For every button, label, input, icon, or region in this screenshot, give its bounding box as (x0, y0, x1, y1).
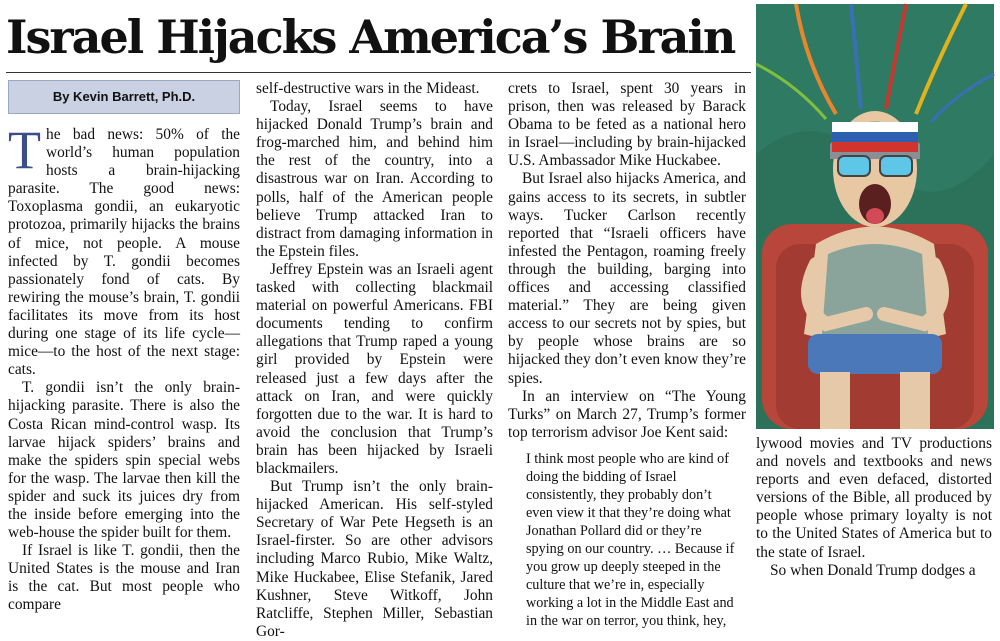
paragraph: So when Donald Trump dodges a (770, 561, 976, 579)
paragraph: But Trump isn’t the only brain-hijacked American. His self-styled Secretary of War Pete Hegseth is an Israel-firster. So are other advisors including Marco Rubio, Mike Waltz, Mike Huckabee, Elise Stefanik, Jared Kushner, Steve Witkoff, John Ratcliffe, Stephen Miller, Sebastian Gor- (256, 478, 493, 640)
paragraph: In an interview on “The Young Turks” on March 27, Trump’s former top terrorism advisor Joe Kent said: (508, 387, 746, 441)
cartoon-illustration (756, 4, 994, 429)
headline-rule (6, 72, 751, 73)
paragraph: Today, Israel seems to have hijacked Donald Trump’s brain and frog-marched him, and behind him the rest of the country, into a disastrous war on Iran. According to polls, half of the American people believe Trump attacked Iran to distract from damaging information in the Epstein files. (256, 98, 493, 260)
paragraph: self-destructive wars in the Mideast. (256, 80, 480, 97)
paragraph: T. gondii isn’t the only brain-hijacking parasite. There is also the Costa Rican mind-control wasp. Its larvae hijack spiders’ brains and make the spiders spin special webs for the wasp. The larvae then kill the spider and suck its juices dry from the inside before emerging into the web-house the spider built for them. (8, 379, 240, 542)
byline: By Kevin Barrett, Ph.D. (8, 80, 240, 114)
headline: Israel Hijacks America’s Brain (6, 10, 735, 64)
paragraph: If Israel is like T. gondii, then the United States is the mouse and Iran is the cat. But most people who compare (8, 542, 240, 614)
column-2 (256, 80, 493, 640)
paragraph: lywood movies and TV productions and novels and textbooks and news reports and even defaced, distorted versions of the Bible, all produced by people whose primary loyalty is not to the United States of America but to the state of Israel. (756, 435, 992, 561)
paragraph: But Israel also hijacks America, and gains access to its secrets, in subtler ways. Tucker Carlson recently reported that “Israeli officers have infested the Pentagon, roaming freely through the building, barging into offices and accessing classified material.” They are being given access to our secrets not by spies, but by people whose brains are so hijacked they don’t even know they’re spies. (508, 170, 746, 387)
column-3 (508, 80, 746, 629)
column-4 (756, 435, 992, 579)
column-1 (8, 80, 240, 614)
block-quote: I think most people who are kind of doing the bidding of Israel consistently, they probably don’t even view it that they’re doing what Jonathan Pollard did or they’re spying on our country. … Because if you grow up deeply steeped in the culture that we’re in, especially working a lot in the Middle East and in the war on terror, you think, hey, (526, 450, 735, 629)
illustration-svg (756, 4, 994, 429)
paragraph (8, 120, 240, 379)
paragraph: crets to Israel, spent 30 years in prison, then was released by Barack Obama to be feted as a national hero in Israel—including by brain-hijacked U.S. Ambassador Mike Huckabee. (508, 80, 746, 170)
paragraph: Jeffrey Epstein was an Israeli agent tasked with collecting blackmail material on powerful Americans. FBI documents tending to confirm allegations that Trump raped a young girl provided by Epstein were released just a few days after the attack on Iran, and were quickly forgotten due to the war. It is hard to avoid the conclusion that Trump’s brain has been hijacked by Israeli blackmailers. (256, 260, 493, 477)
paragraph-text: he bad news: 50% of the world’s human population hosts a brain-hijacking parasite. The good news: Toxoplasma gondii, an eukaryotic protozoa, primarily hijacks the brains of mice, not people. A mouse infected by T. gondii becomes passionately fond of cats. By rewiring the mouse’s brain, T. gondii facilitates its move from its host during one stage of its life cycle—mice—to the host of the next stage: cats. (8, 126, 240, 379)
drop-cap: T (8, 120, 41, 180)
